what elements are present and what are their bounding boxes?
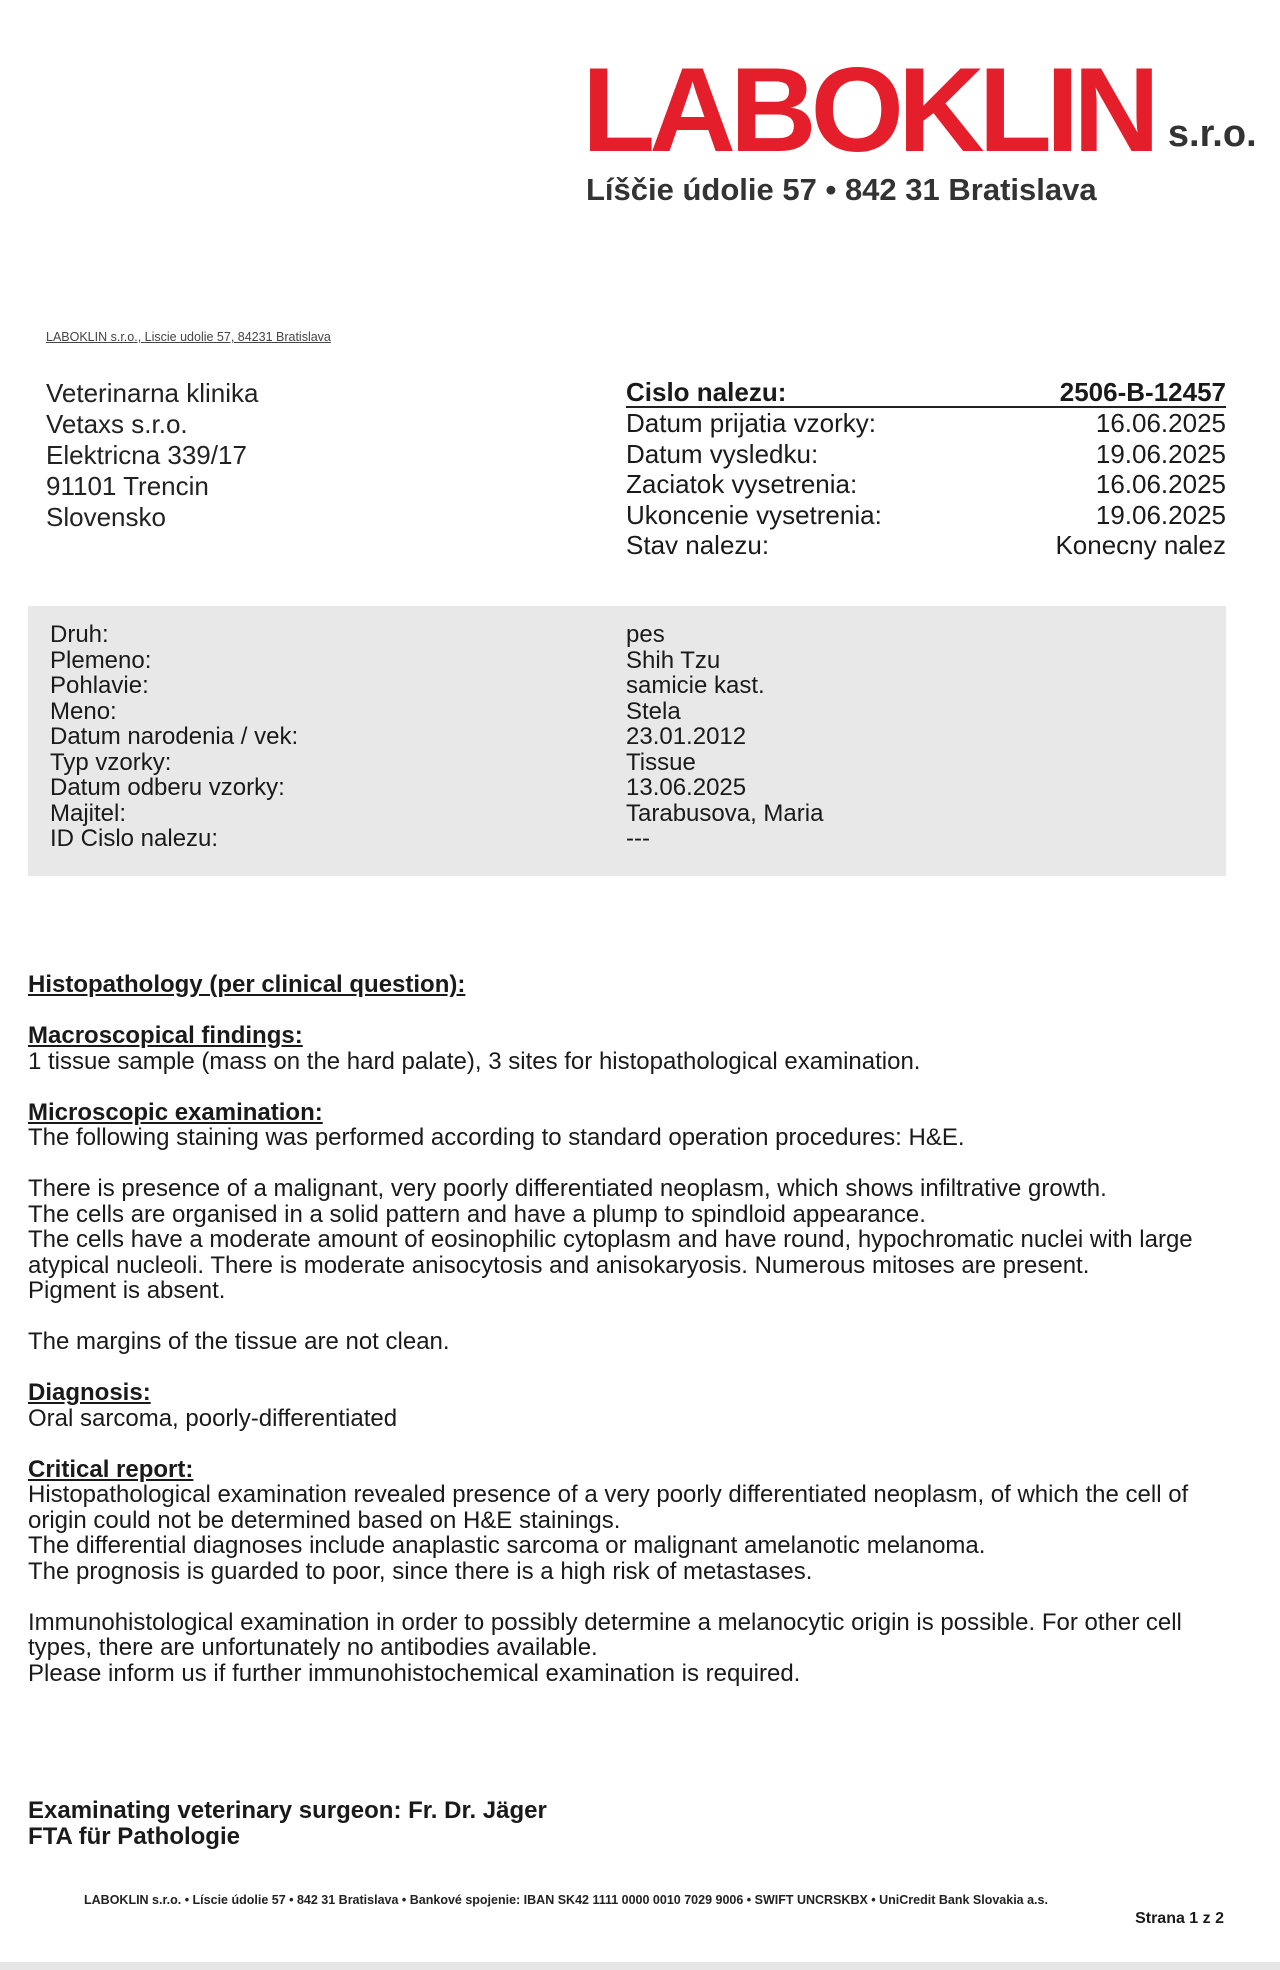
diagnosis-heading: Diagnosis:	[28, 1379, 151, 1406]
patient-value: samicie kast.	[626, 672, 765, 699]
meta-label: Stav nalezu:	[626, 530, 770, 560]
signature-block	[28, 1798, 547, 1850]
report-number-row	[626, 378, 1226, 408]
patient-info-box	[28, 606, 1226, 876]
patient-label: Typ vzorky:	[50, 748, 172, 776]
meta-value: 19.06.2025	[1095, 438, 1226, 469]
section-title: Histopathology (per clinical question):	[28, 971, 466, 998]
signature-line: Examinating veterinary surgeon: Fr. Dr. Jäger	[28, 1797, 547, 1824]
logo-address: Líščie údolie 57 • 842 31 Bratislava	[586, 172, 1097, 207]
critical-line: Please inform us if further immunohistochemical examination is required.	[28, 1659, 801, 1687]
patient-value: ---	[626, 825, 650, 852]
report-number-label: Cislo nalezu:	[626, 377, 787, 407]
recipient-line: Veterinarna klinika	[46, 378, 259, 408]
patient-label: Datum odberu vzorky:	[50, 774, 285, 801]
critical-line: origin could not be determined based on H&E stainings.	[28, 1506, 621, 1534]
patient-value: Shih Tzu	[626, 646, 721, 674]
macro-text: 1 tissue sample (mass on the hard palate), 3 sites for histopathological examination.	[28, 1047, 921, 1075]
diagnosis-text: Oral sarcoma, poorly-differentiated	[28, 1404, 398, 1432]
critical-line: The differential diagnoses include anaplastic sarcoma or malignant amelanotic melanoma.	[28, 1532, 986, 1559]
micro-line: Pigment is absent.	[28, 1277, 226, 1304]
meta-label: Datum vysledku:	[626, 438, 819, 469]
signature-line: FTA für Pathologie	[28, 1823, 240, 1850]
histopathology-section	[28, 972, 1238, 1686]
sender-address-line: LABOKLIN s.r.o., Liscie udolie 57, 84231 Bratislava	[46, 330, 331, 344]
page-bottom-edge	[0, 1962, 1280, 1970]
patient-value: Stela	[626, 697, 681, 725]
micro-line: The following staining was performed according to standard operation procedures: H&E.	[28, 1124, 965, 1151]
patient-label: Majitel:	[50, 799, 127, 827]
patient-label: Pohlavie:	[50, 672, 149, 699]
recipient-line: Slovensko	[46, 502, 166, 532]
patient-value: 23.01.2012	[626, 723, 747, 750]
meta-value: 16.06.2025	[1095, 408, 1226, 438]
macro-heading: Macroscopical findings:	[28, 1022, 303, 1049]
meta-row	[626, 408, 1226, 439]
page-number: Strana 1 z 2	[1135, 1910, 1224, 1927]
patient-label: ID Cislo nalezu:	[50, 825, 219, 852]
meta-row	[626, 500, 1226, 531]
critical-line: Histopathological examination revealed presence of a very poorly differentiated neoplasm, of which the cell of	[28, 1481, 1189, 1508]
recipient-line: 91101 Trencin	[46, 471, 209, 501]
meta-row	[626, 530, 1226, 561]
micro-line: The margins of the tissue are not clean.	[28, 1328, 450, 1355]
patient-value: Tissue	[626, 748, 696, 776]
meta-value: 16.06.2025	[1095, 469, 1226, 499]
recipient-line: Elektricna 339/17	[46, 440, 247, 470]
critical-heading: Critical report:	[28, 1455, 194, 1483]
micro-line: There is presence of a malignant, very poorly differentiated neoplasm, which shows infiltrative growth.	[28, 1175, 1107, 1202]
patient-value: Tarabusova, Maria	[626, 799, 824, 827]
patient-value: 13.06.2025	[626, 774, 747, 801]
footer-bank-details: LABOKLIN s.r.o. • Líscie údolie 57 • 842 31 Bratislava • Bankové spojenie: IBAN SK42 1111 0000 0010 7029 9006 • SWIFT UNCRSKBX • UniCredit Bank Slovakia a.s.	[84, 1893, 1048, 1907]
logo-suffix: s.r.o.	[1167, 113, 1257, 155]
report-number-value: 2506-B-12457	[1059, 377, 1226, 407]
micro-line: The cells are organised in a solid pattern and have a plump to spindloid appearance.	[28, 1200, 926, 1228]
logo-wordmark: LABOKLIN	[582, 43, 1154, 177]
meta-row	[626, 469, 1226, 500]
report-meta	[626, 378, 1226, 561]
critical-line: Immunohistological examination in order to possibly determine a melanocytic origin is possible. For other cell	[28, 1608, 1182, 1636]
patient-label: Datum narodenia / vek:	[50, 723, 299, 750]
meta-label: Ukoncenie vysetrenia:	[626, 499, 882, 530]
micro-line: atypical nucleoli. There is moderate anisocytosis and anisokaryosis. Numerous mitoses are present.	[28, 1251, 1090, 1279]
patient-value: pes	[626, 621, 665, 648]
meta-row	[626, 439, 1226, 470]
patient-label: Druh:	[50, 621, 109, 648]
meta-label: Datum prijatia vzorky:	[626, 408, 876, 438]
critical-line: The prognosis is guarded to poor, since there is a high risk of metastases.	[28, 1557, 813, 1585]
patient-label: Plemeno:	[50, 646, 152, 674]
recipient-line: Vetaxs s.r.o.	[46, 409, 188, 439]
meta-value: 19.06.2025	[1095, 499, 1226, 530]
micro-line: The cells have a moderate amount of eosinophilic cytoplasm and have round, hypochromatic nuclei with large	[28, 1226, 1193, 1253]
critical-line: types, there are unfortunately no antibodies available.	[28, 1634, 598, 1661]
laboklin-logo	[582, 43, 1262, 208]
patient-label: Meno:	[50, 697, 117, 725]
recipient-address	[46, 378, 258, 533]
micro-heading: Microscopic examination:	[28, 1098, 323, 1126]
meta-label: Zaciatok vysetrenia:	[626, 469, 858, 499]
meta-value: Konecny nalez	[1055, 530, 1226, 560]
